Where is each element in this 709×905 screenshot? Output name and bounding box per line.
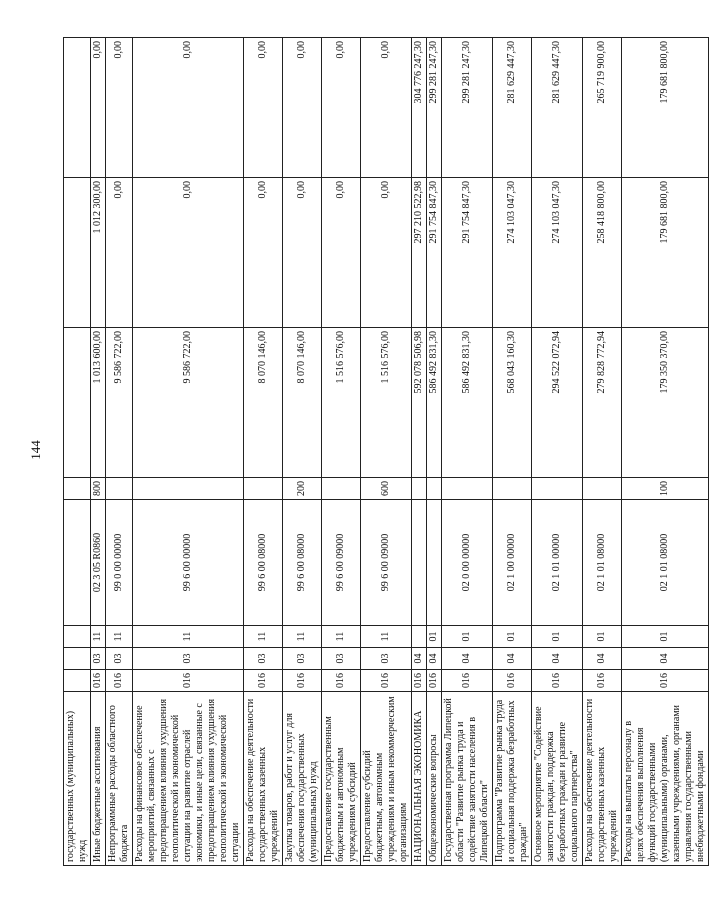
cell-v1: 568 043 160,30	[493, 328, 532, 478]
cell-name: Иные бюджетные ассигнования	[91, 692, 106, 866]
cell-csr: 02 1 00 00000	[493, 500, 532, 626]
cell-v3: 0,00	[361, 38, 412, 178]
cell-v1: 294 522 072,94	[532, 328, 583, 478]
cell-ved: 016	[361, 670, 412, 692]
cell-csr: 99 6 00 08000	[244, 500, 283, 626]
cell-ved: 016	[622, 670, 709, 692]
cell-v2: 291 754 847,30	[427, 178, 442, 328]
cell-vr	[583, 478, 622, 500]
cell-pr: 01	[427, 626, 442, 648]
cell-csr: 99 6 00 09000	[322, 500, 361, 626]
cell-pr: 11	[361, 626, 412, 648]
cell-v3: 0,00	[283, 38, 322, 178]
cell-csr: 02 1 01 08000	[583, 500, 622, 626]
cell-v1: 586 492 831,30	[427, 328, 442, 478]
cell-rz: 03	[283, 648, 322, 670]
cell-v1	[64, 328, 91, 478]
cell-v3: 0,00	[133, 38, 244, 178]
table-row	[442, 38, 493, 866]
cell-v1: 279 828 772,94	[583, 328, 622, 478]
cell-name: Предоставление субсидий бюджетным, автономным учреждениям и иным некоммерческим организациям	[361, 692, 412, 866]
cell-vr	[427, 478, 442, 500]
cell-csr: 99 6 00 09000	[361, 500, 412, 626]
cell-v2: 0,00	[283, 178, 322, 328]
cell-v1: 8 070 146,00	[244, 328, 283, 478]
cell-ved: 016	[106, 670, 133, 692]
cell-name: Общеэкономические вопросы	[427, 692, 442, 866]
table-row	[244, 38, 283, 866]
table-row	[583, 38, 622, 866]
cell-v2: 274 103 047,30	[493, 178, 532, 328]
cell-ved: 016	[532, 670, 583, 692]
cell-name: Расходы на обеспечение деятельности государственных казенных учреждений	[583, 692, 622, 866]
cell-pr: 11	[106, 626, 133, 648]
cell-csr: 02 0 00 00000	[442, 500, 493, 626]
cell-ved: 016	[91, 670, 106, 692]
cell-csr	[64, 500, 91, 626]
cell-v3: 299 281 247,30	[442, 38, 493, 178]
cell-v3: 0,00	[91, 38, 106, 178]
cell-ved: 016	[133, 670, 244, 692]
cell-v2: 179 681 800,00	[622, 178, 709, 328]
cell-name: Непрограммные расходы областного бюджета	[106, 692, 133, 866]
cell-v2: 1 012 300,00	[91, 178, 106, 328]
cell-pr: 01	[532, 626, 583, 648]
cell-v1: 179 350 370,00	[622, 328, 709, 478]
cell-rz: 03	[361, 648, 412, 670]
cell-name: НАЦИОНАЛЬНАЯ ЭКОНОМИКА	[412, 692, 427, 866]
cell-csr: 02 1 01 08000	[622, 500, 709, 626]
cell-pr: 01	[622, 626, 709, 648]
cell-name: Расходы на финансовое обеспечение мероприятий, связанных с предотвращением влияния ухудшения геополитической и экономической ситуации на развитие отраслей экономики, и иные цели, связанные с предотвращением влияния ухудшения геополитической и экономической ситуации	[133, 692, 244, 866]
cell-rz: 04	[442, 648, 493, 670]
table-row	[493, 38, 532, 866]
cell-vr: 800	[91, 478, 106, 500]
table-row	[133, 38, 244, 866]
cell-vr: 200	[283, 478, 322, 500]
cell-rz: 04	[583, 648, 622, 670]
page-number: 144	[28, 440, 43, 460]
table-row	[412, 38, 427, 866]
cell-pr: 11	[133, 626, 244, 648]
cell-vr	[64, 478, 91, 500]
cell-name: Предоставление государственным бюджетным и автономным учреждениям субсидий	[322, 692, 361, 866]
cell-v3: 0,00	[322, 38, 361, 178]
cell-v3: 265 719 900,00	[583, 38, 622, 178]
cell-v3: 281 629 447,30	[532, 38, 583, 178]
budget-table-rotated	[63, 38, 706, 866]
cell-ved	[64, 670, 91, 692]
table-row	[283, 38, 322, 866]
cell-ved: 016	[442, 670, 493, 692]
cell-ved: 016	[244, 670, 283, 692]
cell-rz: 03	[106, 648, 133, 670]
cell-v2: 0,00	[322, 178, 361, 328]
cell-vr	[412, 478, 427, 500]
cell-v2: 297 210 522,98	[412, 178, 427, 328]
cell-v2: 0,00	[106, 178, 133, 328]
cell-name: Расходы на обеспечение деятельности государственных казенных учреждений	[244, 692, 283, 866]
cell-vr	[442, 478, 493, 500]
budget-table	[63, 37, 709, 866]
cell-v2: 291 754 847,30	[442, 178, 493, 328]
cell-v1: 592 078 506,98	[412, 328, 427, 478]
cell-csr: 99 0 00 00000	[106, 500, 133, 626]
cell-csr	[412, 500, 427, 626]
cell-pr	[64, 626, 91, 648]
cell-csr: 02 1 01 00000	[532, 500, 583, 626]
cell-rz: 04	[493, 648, 532, 670]
cell-pr: 01	[583, 626, 622, 648]
table-row	[64, 38, 91, 866]
cell-pr: 11	[283, 626, 322, 648]
cell-v1: 1 516 576,00	[361, 328, 412, 478]
cell-ved: 016	[493, 670, 532, 692]
cell-csr: 99 6 00 08000	[283, 500, 322, 626]
cell-name: Подпрограмма "Развитие рынка труда и социальная поддержка безработных граждан"	[493, 692, 532, 866]
cell-pr: 11	[322, 626, 361, 648]
table-row	[106, 38, 133, 866]
cell-name: Закупка товаров, работ и услуг для обеспечения государственных (муниципальных) нужд	[283, 692, 322, 866]
cell-v2: 258 418 800,00	[583, 178, 622, 328]
cell-vr: 100	[622, 478, 709, 500]
cell-v2: 0,00	[244, 178, 283, 328]
cell-v2: 0,00	[133, 178, 244, 328]
cell-v2	[64, 178, 91, 328]
cell-v3: 0,00	[244, 38, 283, 178]
cell-vr	[532, 478, 583, 500]
cell-rz: 03	[244, 648, 283, 670]
cell-name: Расходы на выплаты персоналу в целях обеспечения выполнения функций государственными (муниципальными) органами, казенными учреждениями, органами управления государственными внебюджетными фондами	[622, 692, 709, 866]
cell-rz: 03	[91, 648, 106, 670]
cell-rz: 03	[322, 648, 361, 670]
cell-v3: 0,00	[106, 38, 133, 178]
cell-rz: 04	[532, 648, 583, 670]
cell-pr: 01	[493, 626, 532, 648]
cell-v2: 0,00	[361, 178, 412, 328]
cell-v1: 8 070 146,00	[283, 328, 322, 478]
cell-ved: 016	[322, 670, 361, 692]
cell-name: Государственная программа Липецкой области "Развитие рынка труда и содействие занятости населения в Липецкой области"	[442, 692, 493, 866]
cell-v1: 1 516 576,00	[322, 328, 361, 478]
cell-csr: 02 3 05 R0860	[91, 500, 106, 626]
cell-v3: 179 681 800,00	[622, 38, 709, 178]
cell-ved: 016	[412, 670, 427, 692]
cell-pr: 11	[244, 626, 283, 648]
table-row	[322, 38, 361, 866]
table-row	[532, 38, 583, 866]
cell-v1: 9 586 722,00	[133, 328, 244, 478]
cell-name: государственных (муниципальных) нужд	[64, 692, 91, 866]
cell-rz: 04	[622, 648, 709, 670]
cell-rz: 04	[427, 648, 442, 670]
cell-v3	[64, 38, 91, 178]
table-row	[91, 38, 106, 866]
cell-ved: 016	[583, 670, 622, 692]
cell-vr	[106, 478, 133, 500]
cell-ved: 016	[427, 670, 442, 692]
cell-csr	[427, 500, 442, 626]
cell-rz: 03	[133, 648, 244, 670]
table-row	[622, 38, 709, 866]
cell-pr: 01	[442, 626, 493, 648]
cell-vr	[133, 478, 244, 500]
cell-v3: 299 281 247,30	[427, 38, 442, 178]
cell-v1: 9 586 722,00	[106, 328, 133, 478]
budget-table-body	[64, 38, 709, 866]
cell-csr: 99 6 00 00000	[133, 500, 244, 626]
cell-vr: 600	[361, 478, 412, 500]
cell-rz	[64, 648, 91, 670]
cell-rz: 04	[412, 648, 427, 670]
cell-pr	[412, 626, 427, 648]
cell-vr	[322, 478, 361, 500]
cell-vr	[244, 478, 283, 500]
cell-v3: 304 776 247,30	[412, 38, 427, 178]
cell-v1: 1 013 600,00	[91, 328, 106, 478]
cell-v2: 274 103 047,30	[532, 178, 583, 328]
cell-pr: 11	[91, 626, 106, 648]
cell-v3: 281 629 447,30	[493, 38, 532, 178]
table-row	[361, 38, 412, 866]
cell-vr	[493, 478, 532, 500]
cell-v1: 586 492 831,30	[442, 328, 493, 478]
cell-name: Основное мероприятие "Содействие занятости граждан, поддержка безработных граждан и развитие социального партнерства"	[532, 692, 583, 866]
table-row	[427, 38, 442, 866]
cell-ved: 016	[283, 670, 322, 692]
